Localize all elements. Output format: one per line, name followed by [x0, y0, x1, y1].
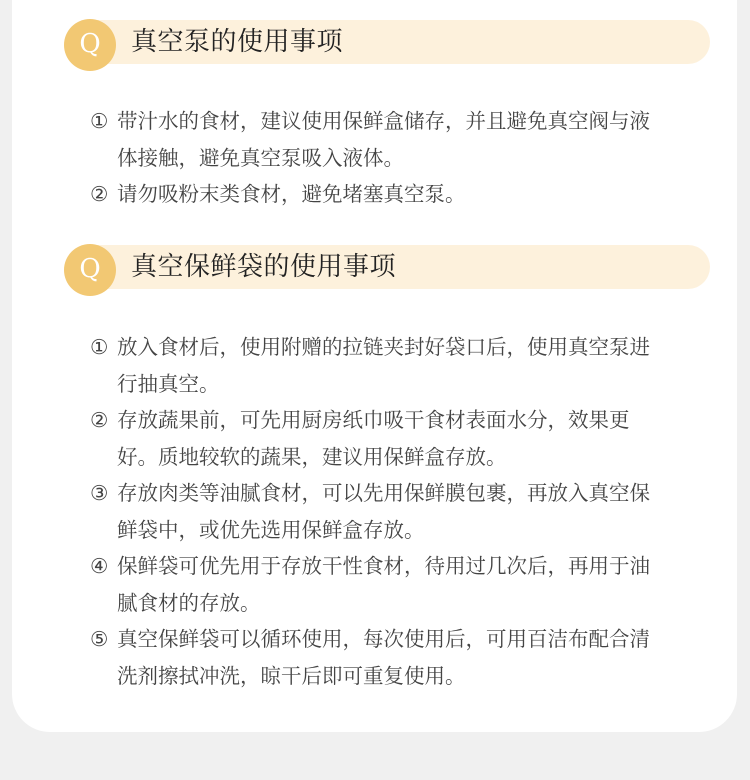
item-text: 存放蔬果前，可先用厨房纸巾吸干食材表面水分，效果更好。质地较软的蔬果，建议用保鲜盒存放。 [117, 408, 630, 469]
item-number: ③ [90, 481, 109, 505]
list-item [64, 329, 657, 402]
q-badge-icon: Q [64, 244, 116, 296]
section-title: 真空泵的使用事项 [131, 27, 344, 57]
list-item [64, 475, 657, 548]
q-badge-icon: Q [64, 19, 116, 71]
item-number: ② [90, 408, 109, 432]
item-text: 带汁水的食材，建议使用保鲜盒储存，并且避免真空阀与液体接触，避免真空泵吸入液体。 [117, 109, 650, 170]
list-item [64, 548, 657, 621]
notes-list [64, 329, 710, 694]
section-header [64, 244, 710, 290]
section-title: 真空保鲜袋的使用事项 [131, 252, 397, 282]
list-item [64, 402, 657, 475]
list-item [64, 103, 657, 176]
item-text: 保鲜袋可优先用于存放干性食材，待用过几次后，再用于油腻食材的存放。 [117, 554, 650, 615]
item-text: 放入食材后，使用附赠的拉链夹封好袋口后，使用真空泵进行抽真空。 [117, 335, 650, 396]
notes-list [64, 103, 710, 213]
item-number: ⑤ [90, 627, 109, 651]
item-number: ④ [90, 554, 109, 578]
section-vacuum-bag [64, 244, 710, 694]
list-item [64, 621, 657, 694]
item-number: ① [90, 335, 109, 359]
item-text: 请勿吸粉末类食材，避免堵塞真空泵。 [117, 182, 466, 206]
item-number: ① [90, 109, 109, 133]
item-number: ② [90, 182, 109, 206]
section-vacuum-pump [64, 19, 710, 213]
list-item [64, 176, 657, 213]
content-card [12, 0, 737, 732]
section-header [64, 19, 710, 65]
item-text: 真空保鲜袋可以循环使用，每次使用后，可用百洁布配合清洗剂擦拭冲洗，晾干后即可重复使用。 [117, 627, 650, 688]
item-text: 存放肉类等油腻食材，可以先用保鲜膜包裹，再放入真空保鲜袋中，或优先选用保鲜盒存放。 [117, 481, 650, 542]
